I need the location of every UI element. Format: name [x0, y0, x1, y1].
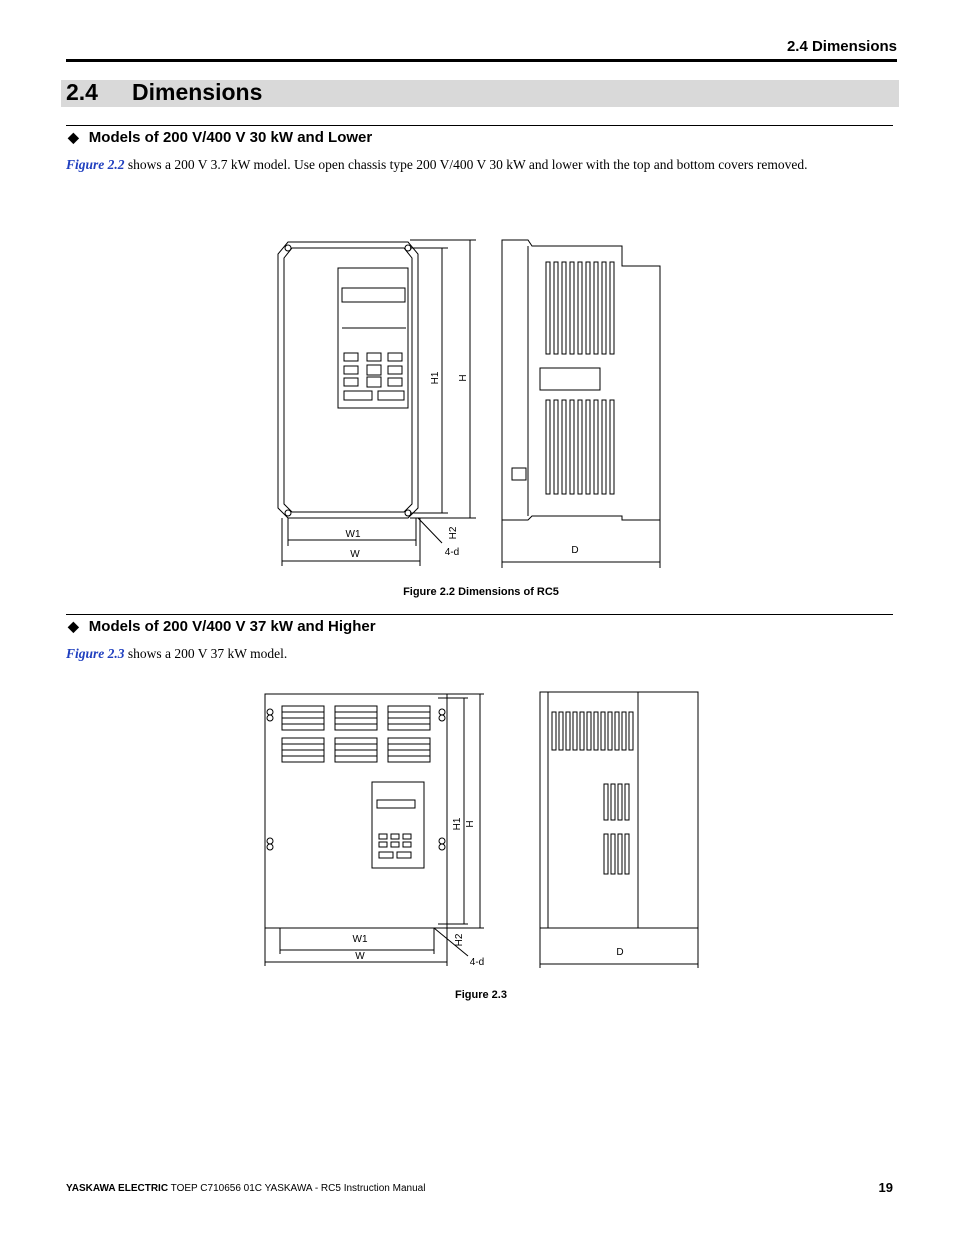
front-body-outline-2 — [265, 694, 447, 928]
dim-4d-label-2: 4-d — [469, 957, 485, 968]
dim-w1-label: W1 — [345, 529, 361, 540]
figure-2-2-link[interactable]: Figure 2.2 — [66, 157, 125, 172]
side-vent-upper — [546, 262, 614, 354]
operator-panel-2 — [372, 782, 424, 868]
figure-2-2-caption: Figure 2.2 Dimensions of RC5 — [403, 586, 559, 598]
figure-2-3-drawing — [258, 684, 708, 974]
subsection2-text: shows a 200 V 37 kW model. — [124, 646, 288, 661]
figure-2-3-caption: Figure 2.3 — [455, 989, 507, 1001]
footer-brand: YASKAWA ELECTRIC — [66, 1183, 169, 1194]
side-label-plate — [540, 368, 600, 390]
diamond-bullet-icon: ◆ — [68, 618, 79, 634]
dim-w-label-2: W — [355, 951, 365, 962]
dim-h2-label-2: H2 — [454, 933, 465, 947]
figure-2-3-link[interactable]: Figure 2.3 — [66, 646, 125, 661]
subsection1-rule — [66, 125, 893, 126]
subsection2-rule — [66, 614, 893, 615]
dim-w-label: W — [350, 549, 360, 560]
footer-doc: TOEP C710656 01C YASKAWA - RC5 Instruction Manual — [168, 1183, 426, 1194]
section-number: 2.4 — [66, 79, 98, 105]
side-vent-2 — [552, 712, 633, 874]
subsection1-paragraph — [66, 157, 896, 173]
dim-w1-label-2: W1 — [352, 934, 368, 945]
footer-text — [66, 1183, 425, 1194]
dim-h1-label-2: H1 — [452, 817, 463, 831]
subsection1-heading — [68, 129, 372, 146]
front-vent-blocks — [282, 706, 430, 762]
section-title: Dimensions — [132, 79, 263, 105]
dim-h-label: H — [458, 374, 469, 382]
running-head: 2.4 Dimensions — [786, 38, 897, 55]
subsection1-text: shows a 200 V 3.7 kW model. Use open chassis type 200 V/400 V 30 kW and lower with the top and bottom covers removed. — [124, 157, 808, 172]
subsection2-heading — [68, 618, 376, 635]
operator-display — [342, 288, 405, 302]
subsection2-paragraph — [66, 646, 896, 662]
operator-display-2 — [377, 800, 415, 808]
side-connector — [512, 468, 526, 480]
dim-h-label-2: H — [465, 820, 476, 828]
dim-h1-label: H1 — [430, 371, 441, 385]
figure-2-2-drawing — [270, 228, 670, 578]
page-number: 19 — [878, 1180, 893, 1195]
section-title-bar — [61, 80, 899, 107]
header-rule — [66, 59, 897, 62]
subsection2-heading-text: Models of 200 V/400 V 37 kW and Higher — [88, 618, 376, 635]
dim-d-label: D — [571, 545, 579, 556]
front-body-outline — [278, 242, 418, 518]
side-vent-lower — [546, 400, 614, 494]
dim-h2-label: H2 — [448, 526, 459, 540]
subsection1-heading-text: Models of 200 V/400 V 30 kW and Lower — [88, 129, 373, 146]
diamond-bullet-icon: ◆ — [68, 129, 79, 145]
dim-d-label-2: D — [616, 947, 624, 958]
dim-4d-label: 4-d — [444, 547, 460, 558]
